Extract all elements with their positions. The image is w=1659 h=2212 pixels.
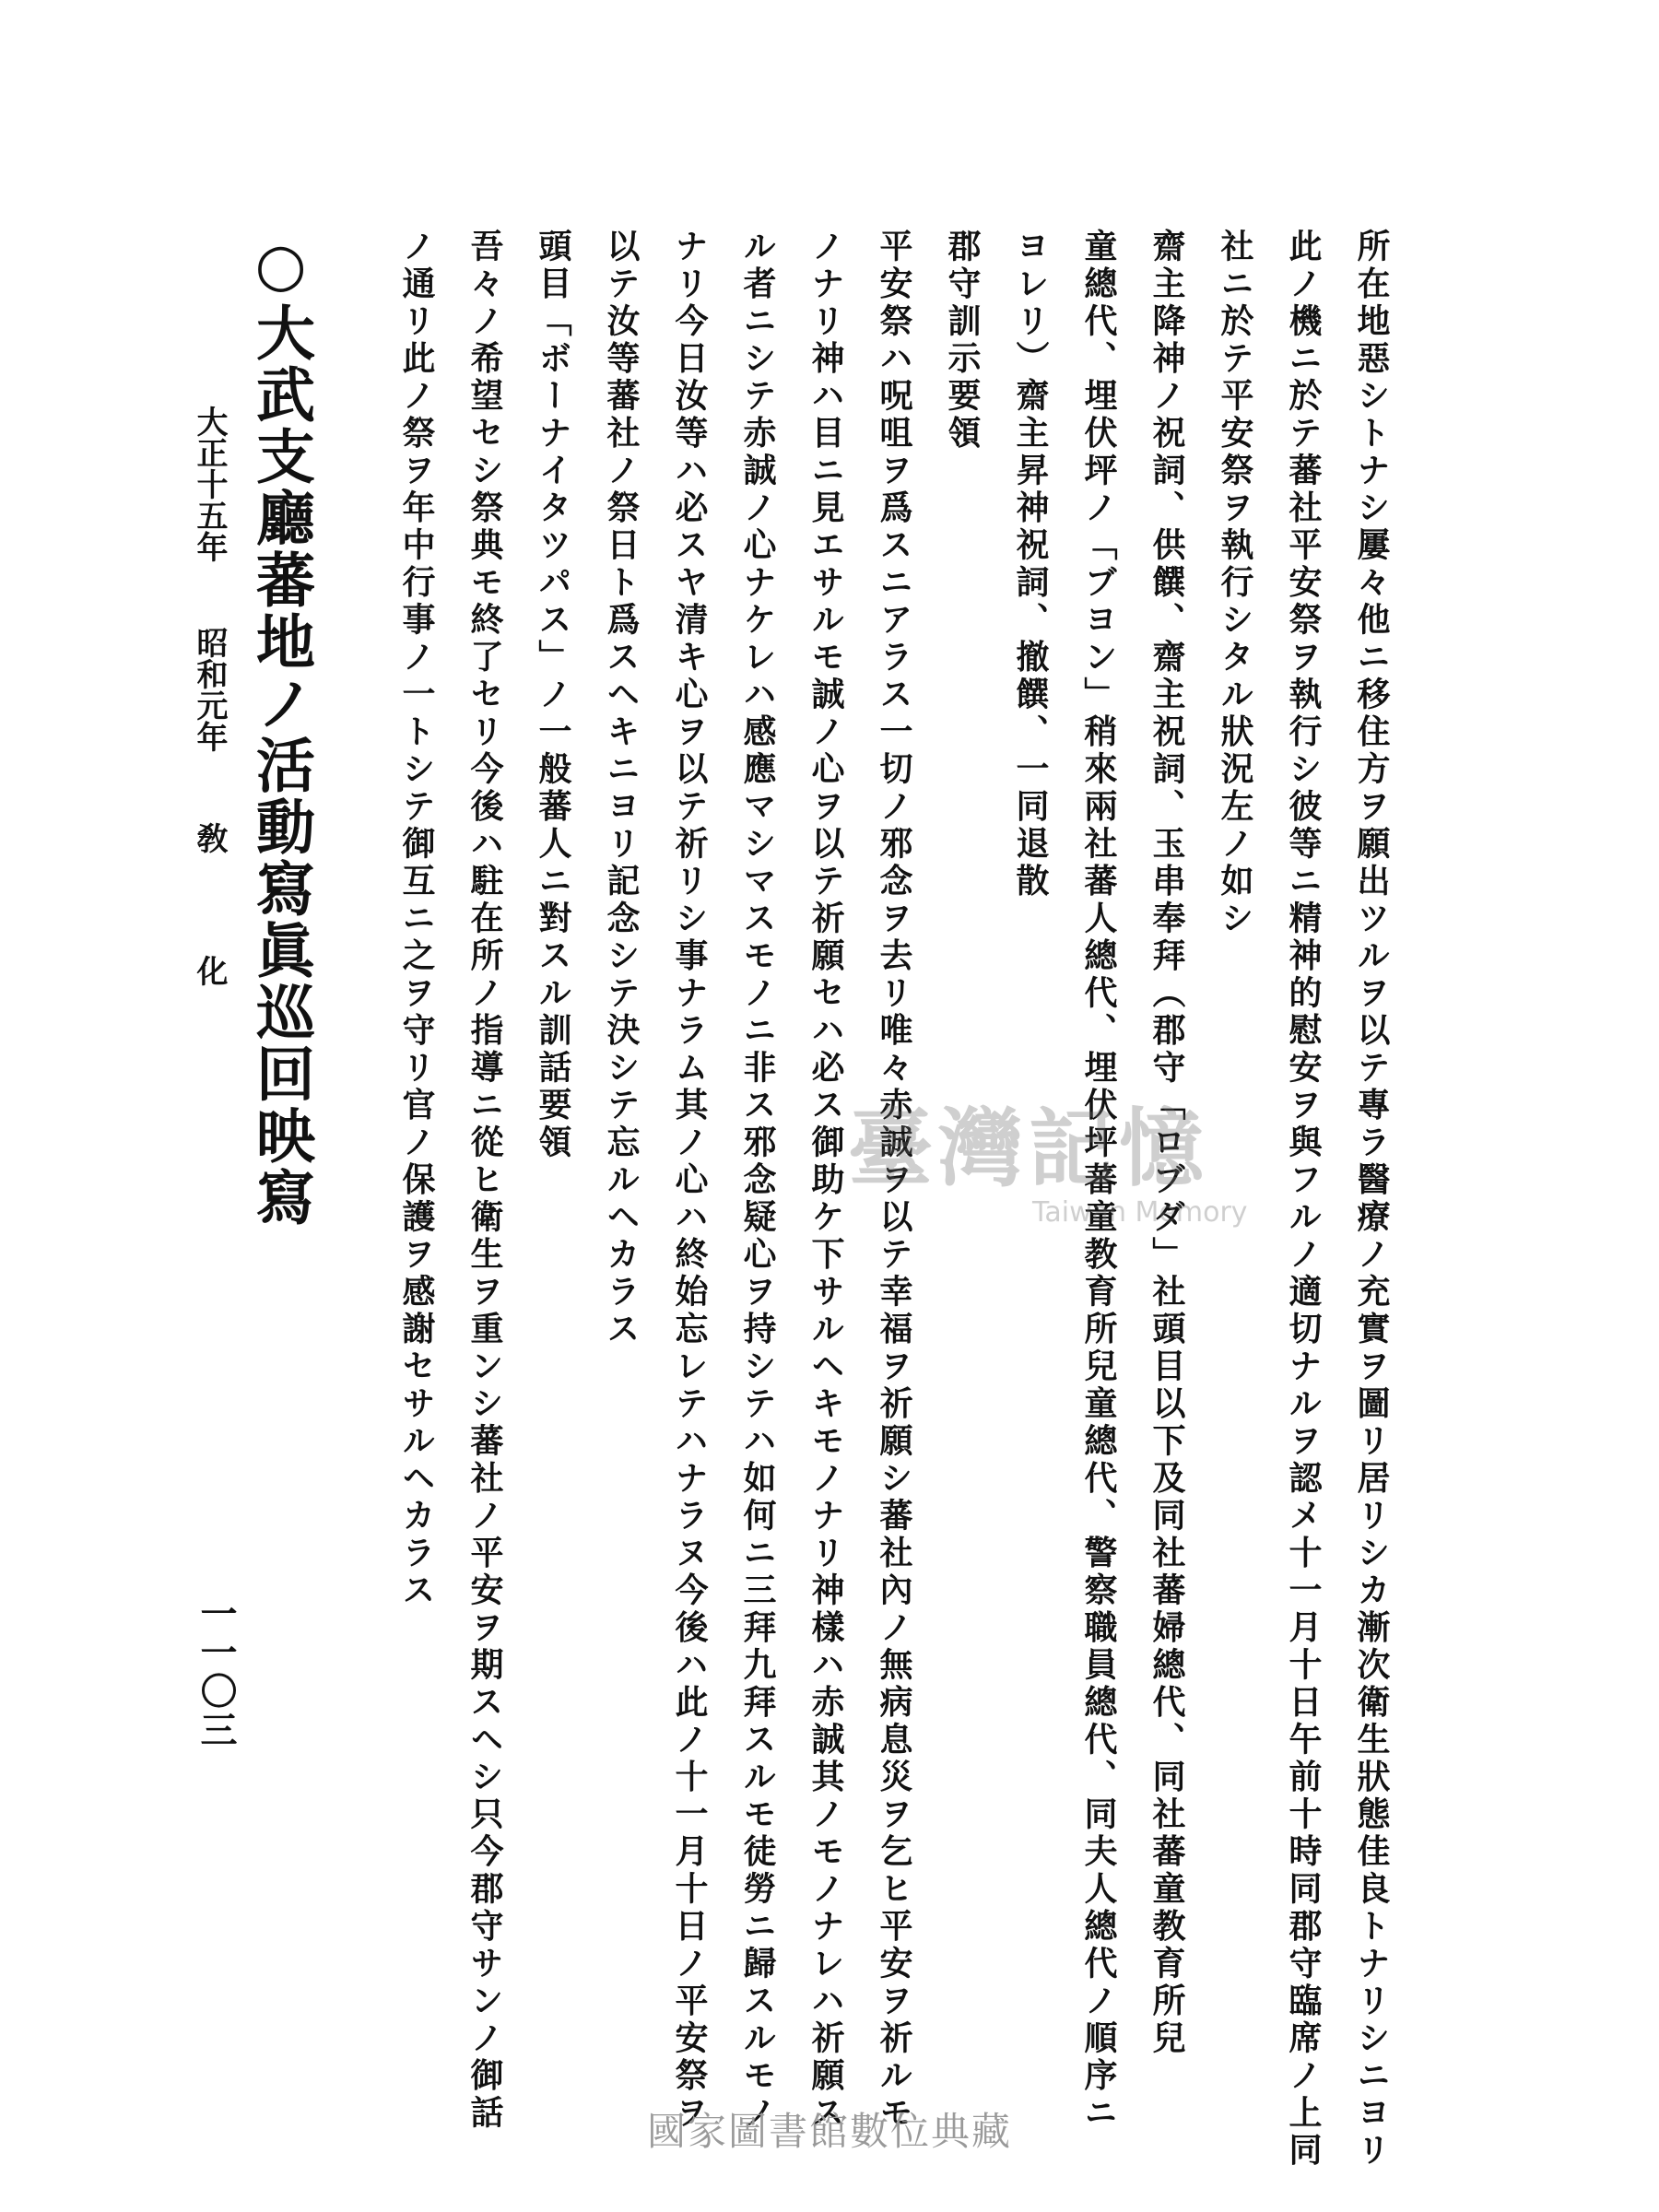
footer-year-taisho: 大正十五年 <box>191 406 228 562</box>
library-footer: 國家圖書館數位典藏 <box>646 2109 1012 2154</box>
text-column-11: ナリ今日汝等ハ必スヤ清キ心ヲ以テ祈リシ事ナラム其ノ心ハ終始忘レテハナラヌ今後ハ此ノ十一月十日ノ平安祭ヲ <box>670 229 709 2133</box>
text-column-5: 童總代、埋伏坪ノ「ブヨン」稍來兩社蕃人總代、埋伏坪蕃童教育所兒童總代、警察職員總代、同夫人總代ノ順序ニ <box>1079 229 1118 2133</box>
watermark-english: Taiwan Memory <box>1032 1196 1248 1229</box>
text-column-6: ヨレリ）齋主昇神祝詞、撤饌、一同退散 <box>1011 229 1050 900</box>
text-column-9: ノナリ神ハ目ニ見エサルモ誠ノ心ヲ以テ祈願セハ必ス御助ケ下サルヘキモノナリ神樣ハ赤誠其ノモノナレハ祈願ス <box>806 229 845 2133</box>
watermark-logo <box>848 1099 1309 1244</box>
text-column-10: ル者ニシテ赤誠ノ心ナケレハ感應マシマスモノニ非ス邪念疑心ヲ持シテハ如何ニ三拜九拜スルモ徒勞ニ歸スルモノ <box>738 229 777 2133</box>
text-column-4: 齋主降神ノ祝詞、供饌、齋主祝詞、玉串奉拜（郡守「ロブダ」社頭目以下及同社蕃婦總代、同社蕃童教育所兒 <box>1147 229 1186 2058</box>
text-column-12: 以テ汝等蕃社ノ祭日ト爲スヘキニヨリ記念シテ決シテ忘ルヘカラス <box>602 229 641 1348</box>
text-column-14: 吾々ノ希望セシ祭典モ終了セリ今後ハ駐在所ノ指導ニ從ヒ衛生ヲ重ンシ蕃社ノ平安ヲ期スヘシ只今郡守サンノ御話 <box>465 229 504 2133</box>
footer-section-part-1: 敎 <box>191 822 228 853</box>
running-footer <box>191 406 228 986</box>
section-heading-chief-address: 頭目「ボーナイタツパス」ノ一般蕃人ニ對スル訓話要領 <box>534 229 572 1162</box>
page-number: 一一〇三 <box>194 1594 238 1749</box>
footer-section-part-2: 化 <box>191 955 228 986</box>
text-column-8: 平安祭ハ呪咀ヲ爲スニアラス一切ノ邪念ヲ去リ唯々赤誠ヲ以テ幸福ヲ祈願シ蕃社內ノ無病息災ヲ乞ヒ平安ヲ祈ルモ <box>875 229 913 2133</box>
text-column-1: 所在地惡シトナシ屢々他ニ移住方ヲ願出ツルヲ以テ專ラ醫療ノ充實ヲ圖リ居リシカ漸次衛生狀態佳良トナリシニヨリ <box>1352 229 1391 2170</box>
section-title: ○大武支廳蕃地ノ活動寫眞巡回映寫 <box>246 230 315 1229</box>
text-column-3: 社ニ於テ平安祭ヲ執行シタル狀況左ノ如シ <box>1216 229 1254 938</box>
text-column-15: ノ通リ此ノ祭ヲ年中行事ノ一トシテ御互ニ之ヲ守リ官ノ保護ヲ感謝セサルヘカラス <box>397 229 436 1610</box>
watermark-chinese: 臺灣記憶 <box>848 1099 1210 1198</box>
footer-year-showa: 昭和元年 <box>191 627 228 752</box>
section-heading-governor-address: 郡守訓示要領 <box>943 229 982 453</box>
text-column-2: 此ノ機ニ於テ蕃社平安祭ヲ執行シ彼等ニ精神的慰安ヲ與フルノ適切ナルヲ認メ十一月十日午前十時同郡守臨席ノ上同 <box>1284 229 1323 2170</box>
